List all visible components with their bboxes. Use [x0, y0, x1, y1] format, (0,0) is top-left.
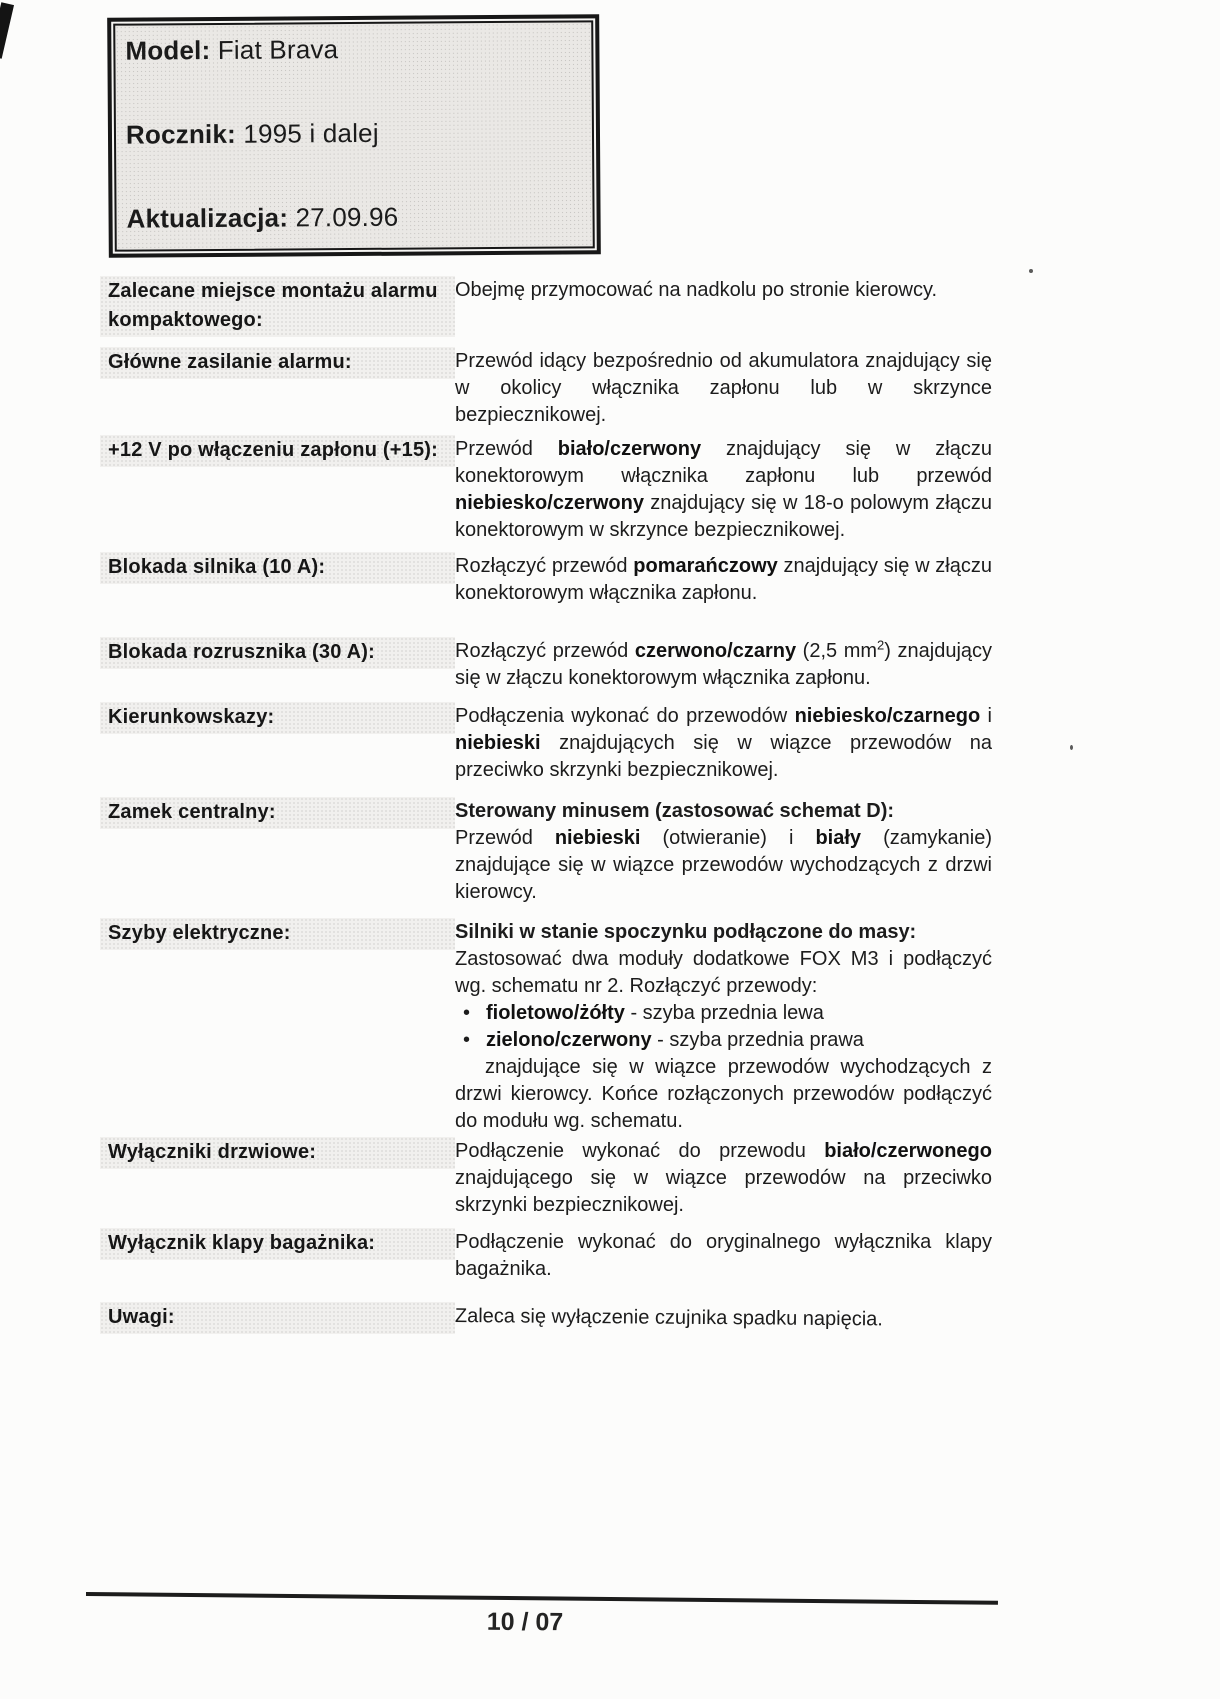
- field-value: Rozłączyć przewód pomarańczowy znajdujący się w złączu konektorowym włącznika zapłonu.: [455, 555, 993, 604]
- spec-row-central-lock: [100, 797, 992, 906]
- value-heading: Sterowany minusem (zastosować schemat D):: [455, 800, 895, 822]
- year-value: 1995 i dalej: [235, 117, 379, 149]
- field-value: Zaleca się wyłączenie czujnika spadku napięcia.: [454, 1304, 883, 1331]
- superscript-2: 2: [877, 637, 885, 653]
- spec-row-main-power: [100, 347, 992, 429]
- field-label: Zamek centralny:: [100, 797, 455, 829]
- scan-speck: [1029, 269, 1033, 273]
- field-label: Wyłączniki drzwiowe:: [100, 1137, 455, 1169]
- field-label: Zalecane miejsce montażu alarmu kompaktowego:: [100, 276, 455, 337]
- field-label: Wyłącznik klapy bagażnika:: [100, 1228, 455, 1260]
- update-label: Aktualizacja:: [126, 202, 289, 234]
- vehicle-info-box-inner: [113, 20, 595, 251]
- field-value: Podłączenia wykonać do przewodów niebiesko/czarnego i niebieski znajdujących się w wiązce przewodów na przeciwko skrzynki bezpiecznikowej.: [455, 705, 992, 781]
- spec-row-trunk-switch: [100, 1228, 992, 1283]
- spec-row-starter-block: [100, 637, 992, 692]
- update-line: [126, 200, 580, 233]
- field-value: Przewód biało/czerwony znajdujący się w złączu konektorowym włącznika zapłonu lub przewód niebiesko/czerwony znajdujący się w 18-o polowym złączu konektorowym w skrzynce bezpiecznikowej.: [455, 438, 992, 541]
- bullet-icon: •: [463, 1029, 471, 1051]
- field-value: Przewód idący bezpośrednio od akumulatora znajdujący się w okolicy włącznika zapłonu lub w skrzynce bezpiecznikowej.: [455, 350, 992, 426]
- field-value: Obejmę przymocować na nadkolu po stronie kierowcy.: [455, 279, 938, 301]
- field-label: Uwagi:: [100, 1302, 455, 1334]
- year-label: Rocznik:: [125, 118, 237, 150]
- field-value: Podłączenie wykonać do przewodu biało/czerwonego znajdującego się w wiązce przewodów na przeciwko skrzynki bezpiecznikowej.: [455, 1140, 992, 1216]
- model-line: [125, 32, 579, 65]
- wire-color: niebieski: [554, 827, 641, 849]
- field-label: Szyby elektryczne:: [100, 918, 455, 950]
- wire-list: [455, 1000, 992, 1054]
- scan-speck: [1070, 745, 1073, 750]
- wire-color: czerwono/czarny: [634, 640, 797, 662]
- spec-row-turn-signals: [100, 702, 992, 784]
- spec-row-engine-block: [100, 552, 992, 607]
- wire-color: biało/czerwonego: [824, 1140, 992, 1162]
- list-item: • fioletowo/żółty - szyba przednia lewa: [455, 1000, 992, 1027]
- wire-color: biały: [815, 827, 862, 849]
- vehicle-info-box: [107, 14, 601, 257]
- field-value: Sterowany minusem (zastosować schemat D): Przewód niebieski (otwieranie) i biały (zamykanie) znajdujące się w wiązce przewodów wychodzących z drzwi kierowcy.: [455, 800, 992, 903]
- spec-row-power-windows: [100, 918, 992, 1135]
- field-label: +12 V po włączeniu zapłonu (+15):: [100, 435, 455, 467]
- field-value: Podłączenie wykonać do oryginalnego wyłącznika klapy bagażnika.: [455, 1231, 992, 1280]
- wire-color: zielono/czerwony: [486, 1029, 652, 1051]
- page-number: 10 / 07: [486, 1607, 564, 1637]
- list-item: • zielono/czerwony - szyba przednia prawa: [455, 1027, 992, 1054]
- wire-color: fioletowo/żółty: [486, 1002, 625, 1024]
- model-value: Fiat Brava: [210, 34, 339, 66]
- wire-color: niebiesko/czerwony: [455, 492, 644, 514]
- spec-row-ignition-12v: [100, 435, 992, 544]
- wire-color: niebieski: [455, 732, 541, 754]
- footer-rule: [86, 1592, 998, 1605]
- spec-row-mounting-location: [100, 276, 992, 337]
- field-value: Rozłączyć przewód czerwono/czarny (2,5 $mm^2$) znajdujący się w złączu konektorowym włącznika zapłonu.: [455, 637, 993, 689]
- year-line: [126, 116, 580, 149]
- field-label: Blokada silnika (10 A):: [100, 552, 455, 584]
- field-value: Silniki w stanie spoczynku podłączone do masy: Zastosować dwa moduły dodatkowe FOX M3 i podłączyć wg. schematu nr 2. Rozłączyć przewody: • fioletowo/żółty - szyba przednia lewa • zielono/czerwony - szyba przednia prawa znajdujące się w wiązce przewodów wychodzących z drzwi kierowcy. Końce rozłączonych przewodów podłączyć do modułu wg. schematu.: [455, 921, 992, 1132]
- field-label: Blokada rozrusznika (30 A):: [100, 637, 455, 669]
- wire-color: pomarańczowy: [633, 555, 778, 577]
- bullet-icon: •: [463, 1002, 471, 1024]
- wire-color: biało/czerwony: [557, 438, 702, 460]
- model-label: Model:: [125, 35, 211, 66]
- wire-color: niebiesko/czarnego: [794, 705, 981, 727]
- field-label: Kierunkowskazy:: [100, 702, 455, 734]
- update-value: 27.09.96: [288, 201, 399, 233]
- spec-row-door-switches: [100, 1137, 992, 1219]
- spec-row-notes: [100, 1302, 992, 1334]
- value-heading: Silniki w stanie spoczynku podłączone do masy:: [455, 921, 917, 943]
- field-label: Główne zasilanie alarmu:: [100, 347, 455, 379]
- scan-corner-artifact: [0, 2, 14, 59]
